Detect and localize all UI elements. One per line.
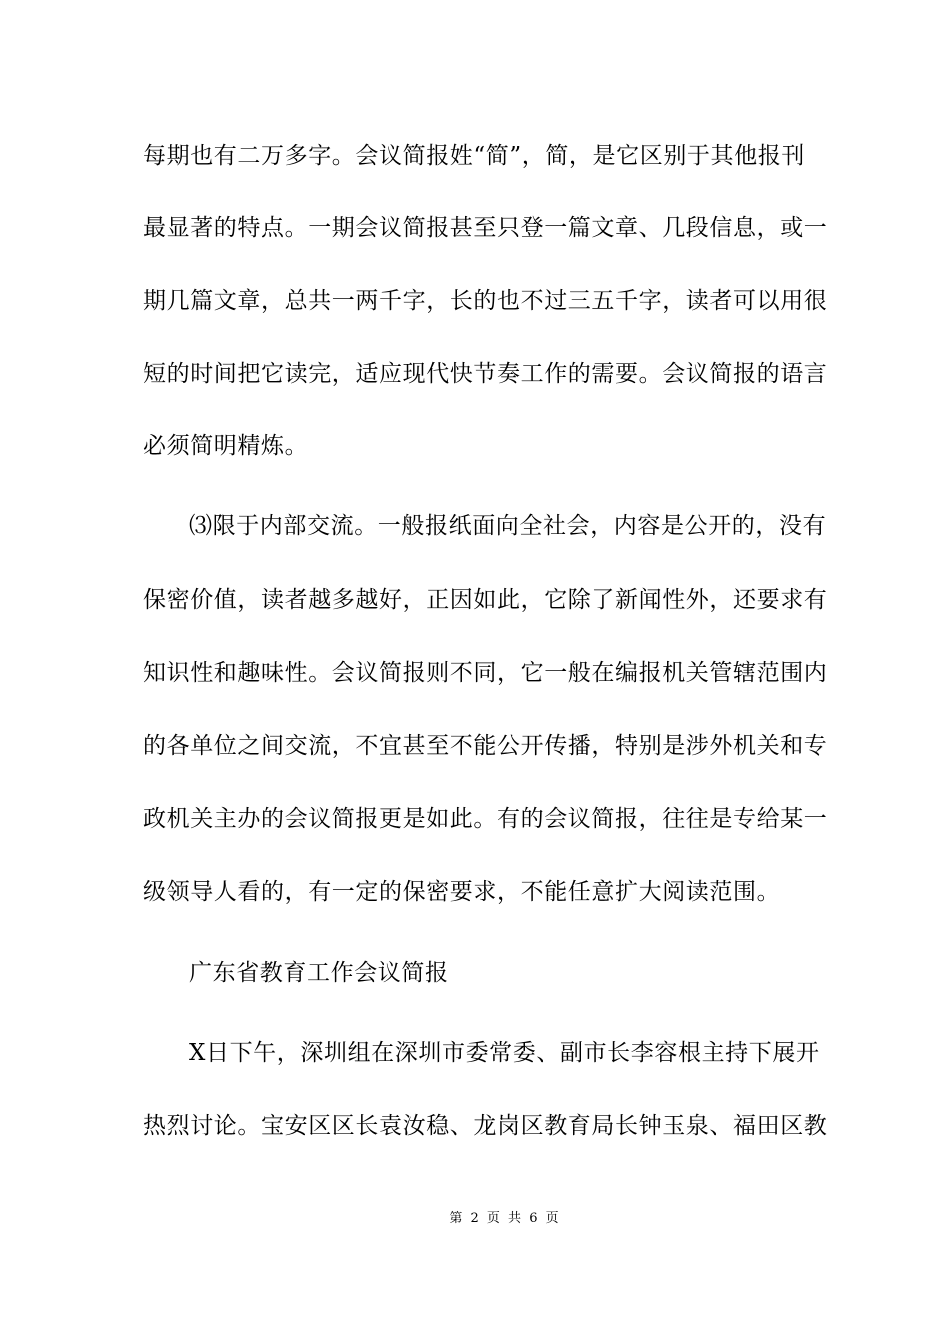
body-line: 每期也有二万多字。会议简报姓“简”，简，是它区别于其他报刊 — [143, 143, 805, 169]
body-line: 知识性和趣味性。会议简报则不同，它一般在编报机关管辖范围内 — [143, 660, 828, 686]
body-line: 级领导人看的，有一定的保密要求，不能任意扩大阅读范围。 — [143, 879, 781, 905]
page-footer — [0, 1207, 950, 1226]
body-line: ⑶限于内部交流。一般报纸面向全社会，内容是公开的，没有 — [189, 513, 827, 539]
body-line: 期几篇文章，总共一两千字，长的也不过三五千字，读者可以用很 — [143, 288, 828, 314]
body-line: 最显著的特点。一期会议简报甚至只登一篇文章、几段信息，或一 — [143, 215, 828, 241]
body-line: 必须简明精炼。 — [143, 433, 309, 459]
body-line: 的各单位之间交流，不宜甚至不能公开传播，特别是涉外机关和专 — [143, 733, 828, 759]
body-line: 保密价值，读者越多越好，正因如此，它除了新闻性外，还要求有 — [143, 587, 828, 613]
body-line: 政机关主办的会议简报更是如此。有的会议简报，往往是专给某一 — [143, 806, 828, 832]
body-line: 热烈讨论。宝安区区长袁汝稳、龙岗区教育局长钟玉泉、福田区教 — [143, 1113, 828, 1139]
section-title: 广东省教育工作会议简报 — [189, 960, 449, 986]
body-line: X日下午，深圳组在深圳市委常委、副市长李容根主持下展开 — [189, 1040, 820, 1066]
page-number: 第 2 页 共 6 页 — [449, 1211, 561, 1226]
body-line: 短的时间把它读完，适应现代快节奏工作的需要。会议简报的语言 — [143, 361, 828, 387]
